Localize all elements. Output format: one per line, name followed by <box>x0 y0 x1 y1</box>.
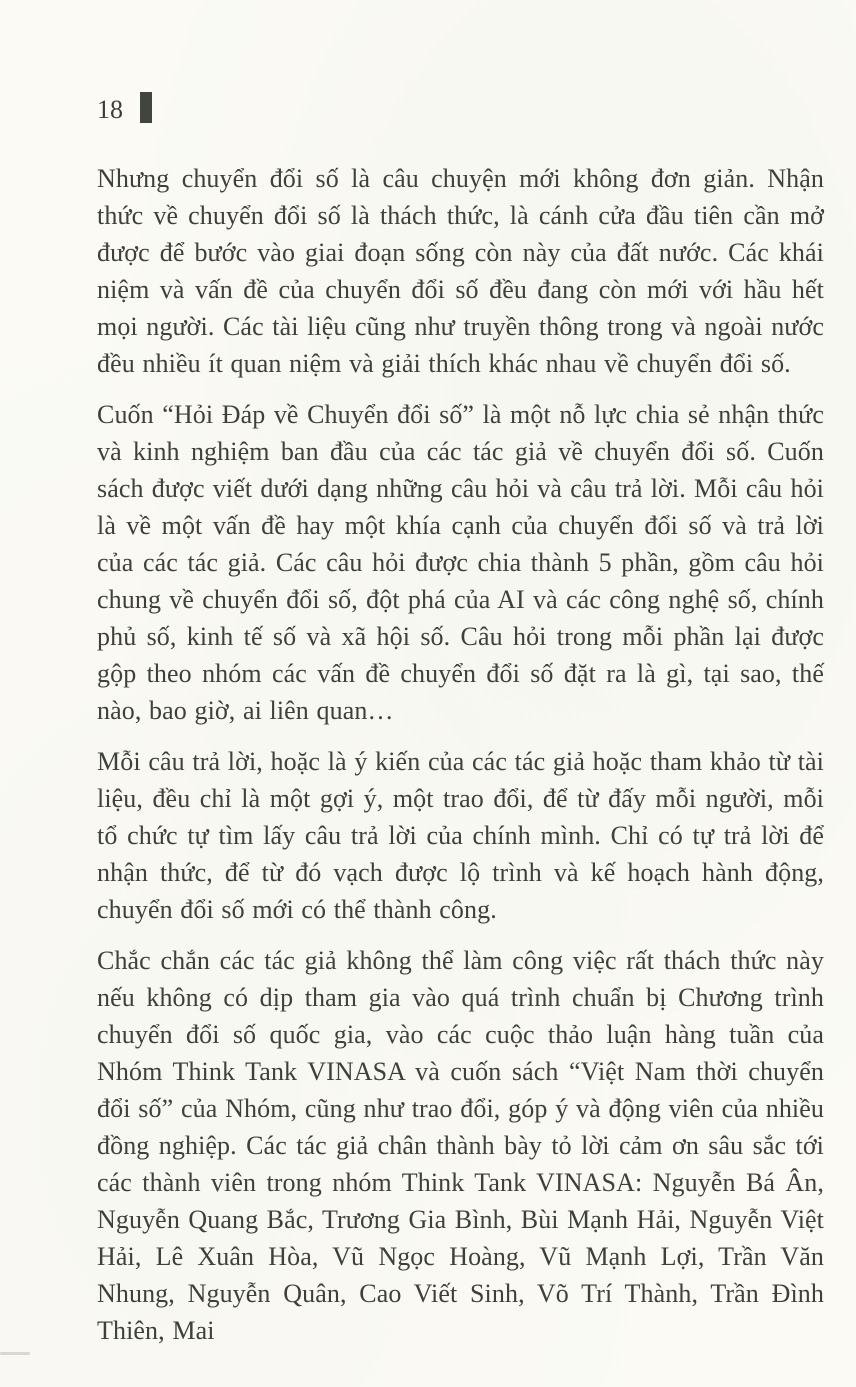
paragraph-book-description: Cuốn “Hỏi Đáp về Chuyển đổi số” là một nỗ lực chia sẻ nhận thức và kinh nghiệm ban đầu của các tác giả về chuyển đổi số. Cuốn sách được viết dưới dạng những câu hỏi và câu trả lời. Mỗi câu hỏi là về một vấn đề hay một khía cạnh của chuyển đổi số và trả lời của các tác giả. Các câu hỏi được chia thành 5 phần, gồm câu hỏi chung về chuyển đổi số, đột phá của AI và các công nghệ số, chính phủ số, kinh tế số và xã hội số. Câu hỏi trong mỗi phần lại được gộp theo nhóm các vấn đề chuyển đổi số đặt ra là gì, tại sao, thế nào, bao giờ, ai liên quan… <box>97 400 824 725</box>
paragraph-acknowledgements: Chắc chắn các tác giả không thể làm công việc rất thách thức này nếu không có dịp tham gia vào quá trình chuẩn bị Chương trình chuyển đổi số quốc gia, vào các cuộc thảo luận hàng tuần của Nhóm Think Tank VINASA và cuốn sách “Việt Nam thời chuyển đổi số” của Nhóm, cũng như trao đổi, góp ý và động viên của nhiều đồng nghiệp. Các tác giả chân thành bày tỏ lời cảm ơn sâu sắc tới các thành viên trong nhóm Think Tank VINASA: Nguyễn Bá Ân, Nguyễn Quang Bắc, Trương Gia Bình, Bùi Mạnh Hải, Nguyễn Việt Hải, Lê Xuân Hòa, Vũ Ngọc Hoàng, Vũ Mạnh Lợi, Trần Văn Nhung, Nguyễn Quân, Cao Viết Sinh, Võ Trí Thành, Trần Đình Thiên, Mai <box>97 946 824 1345</box>
page-body <box>97 160 824 1363</box>
paragraph-answers-purpose: Mỗi câu trả lời, hoặc là ý kiến của các tác giả hoặc tham khảo từ tài liệu, đều chỉ là một gợi ý, một trao đổi, để từ đấy mỗi người, mỗi tổ chức tự tìm lấy câu trả lời của chính mình. Chỉ có tự trả lời để nhận thức, để từ đó vạch được lộ trình và kế hoạch hành động, chuyển đổi số mới có thể thành công. <box>97 747 824 924</box>
scan-artifact-smudge <box>0 1352 30 1355</box>
page-number: 18 <box>97 94 123 124</box>
page-header <box>97 96 152 123</box>
page-number-marker-bar <box>140 92 152 123</box>
paragraph-intro-challenge: Nhưng chuyển đổi số là câu chuyện mới không đơn giản. Nhận thức về chuyển đổi số là thách thức, là cánh cửa đầu tiên cần mở được để bước vào giai đoạn sống còn này của đất nước. Các khái niệm và vấn đề của chuyển đổi số đều đang còn mới với hầu hết mọi người. Các tài liệu cũng như truyền thông trong và ngoài nước đều nhiều ít quan niệm và giải thích khác nhau về chuyển đổi số. <box>97 164 824 378</box>
